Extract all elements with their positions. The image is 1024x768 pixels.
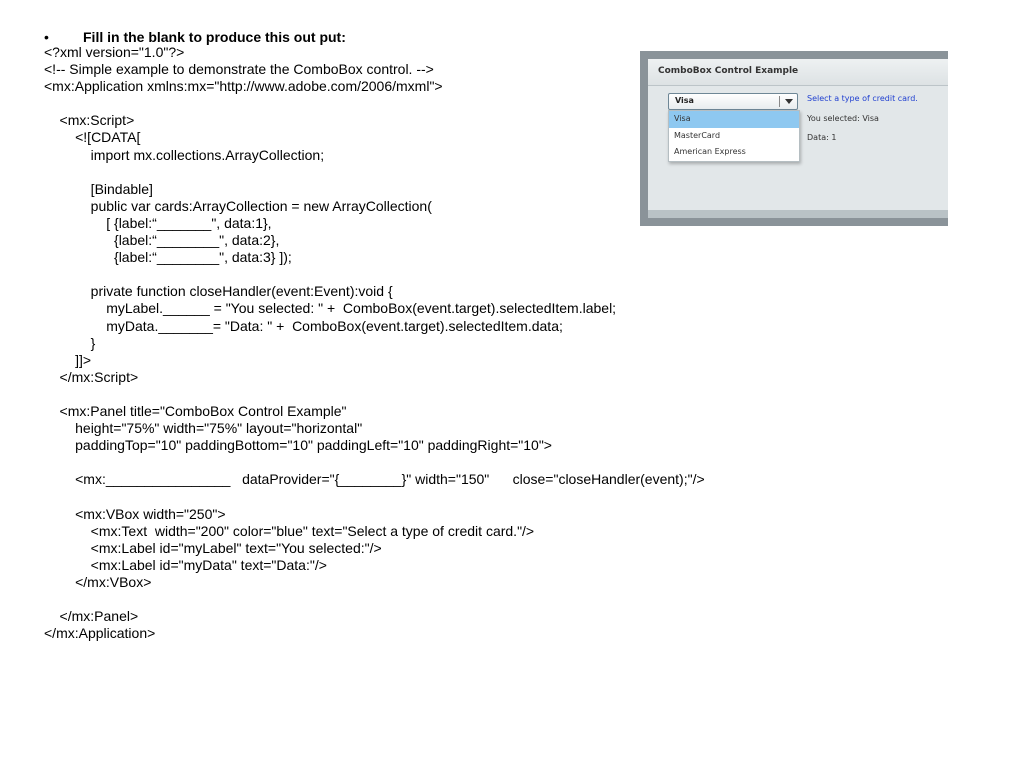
code-line: <mx:Script> xyxy=(44,112,135,129)
dropdown-option-american-express[interactable]: American Express xyxy=(674,147,746,156)
code-line: </mx:Panel> xyxy=(44,608,139,625)
code-line: } xyxy=(44,334,96,351)
code-line: ]]> xyxy=(44,351,92,368)
code-block xyxy=(44,44,705,642)
code-line: </mx:VBox> xyxy=(44,573,152,590)
panel-header xyxy=(648,59,948,86)
code-line: <?xml version="1.0"?> xyxy=(44,44,185,60)
dropdown-option-mastercard[interactable]: MasterCard xyxy=(674,130,721,140)
code-line: <mx:________________ dataProvider="{________}" width="150" close="closeHandler(event);"/> xyxy=(44,471,705,488)
code-line: paddingTop="10" paddingBottom="10" paddingLeft="10" paddingRight="10"> xyxy=(44,437,552,454)
code-line: </mx:Script> xyxy=(44,368,139,385)
question-text: Fill in the blank to produce this out put: xyxy=(83,29,346,45)
code-line: [Bindable] xyxy=(44,180,153,197)
combobox-dropdown-list xyxy=(668,110,800,162)
my-label: You selected: Visa xyxy=(807,113,879,123)
panel-title: ComboBox Control Example xyxy=(658,66,799,76)
code-line: height="75%" width="75%" layout="horizontal" xyxy=(44,420,363,437)
code-line: {label:“________", data:2}, xyxy=(44,232,280,249)
code-line xyxy=(44,591,705,608)
code-line: <mx:Text width="200" color="blue" text="Select a type of credit card."/> xyxy=(44,522,535,539)
code-line: myData._______= "Data: " + ComboBox(event.target).selectedItem.data; xyxy=(44,317,563,334)
code-line: {label:“________", data:3} ]); xyxy=(44,249,292,266)
code-line: <![CDATA[ xyxy=(44,129,141,146)
code-line: <mx:Label id="myLabel" text="You selected:"/> xyxy=(44,539,382,556)
code-line xyxy=(44,386,705,403)
bullet: • xyxy=(44,29,49,45)
code-line: </mx:Application> xyxy=(44,625,156,642)
panel-footer xyxy=(648,210,948,218)
code-line: import mx.collections.ArrayCollection; xyxy=(44,146,325,163)
my-data: Data: 1 xyxy=(807,133,837,142)
chevron-down-icon[interactable] xyxy=(785,99,793,104)
combobox-example-screenshot xyxy=(640,51,948,226)
code-line: <mx:Application xmlns:mx="http://www.adobe.com/2006/mxml"> xyxy=(44,78,443,95)
code-line xyxy=(44,95,705,112)
combobox-separator xyxy=(779,96,780,107)
code-line xyxy=(44,454,705,471)
code-line: public var cards:ArrayCollection = new ArrayCollection( xyxy=(44,197,432,214)
code-line xyxy=(44,266,705,283)
code-line xyxy=(44,164,705,181)
code-line: <mx:Label id="myData" text="Data:"/> xyxy=(44,556,327,573)
code-line: <mx:Panel title="ComboBox Control Example" xyxy=(44,402,347,419)
credit-card-combobox[interactable] xyxy=(668,93,798,110)
dropdown-option-visa[interactable]: Visa xyxy=(669,111,799,128)
code-line: private function closeHandler(event:Event):void { xyxy=(44,283,393,300)
question xyxy=(44,29,346,45)
code-line: <mx:VBox width="250"> xyxy=(44,505,226,522)
code-line xyxy=(44,488,705,505)
select-prompt-text: Select a type of credit card. xyxy=(807,94,918,103)
vbox xyxy=(807,94,918,153)
code-line: [ {label:“_______", data:1}, xyxy=(44,214,272,231)
combobox-value: Visa xyxy=(675,96,694,105)
code-line: myLabel.______ = "You selected: " + ComboBox(event.target).selectedItem.label; xyxy=(44,300,617,317)
code-line: <!-- Simple example to demonstrate the ComboBox control. --> xyxy=(44,61,434,78)
